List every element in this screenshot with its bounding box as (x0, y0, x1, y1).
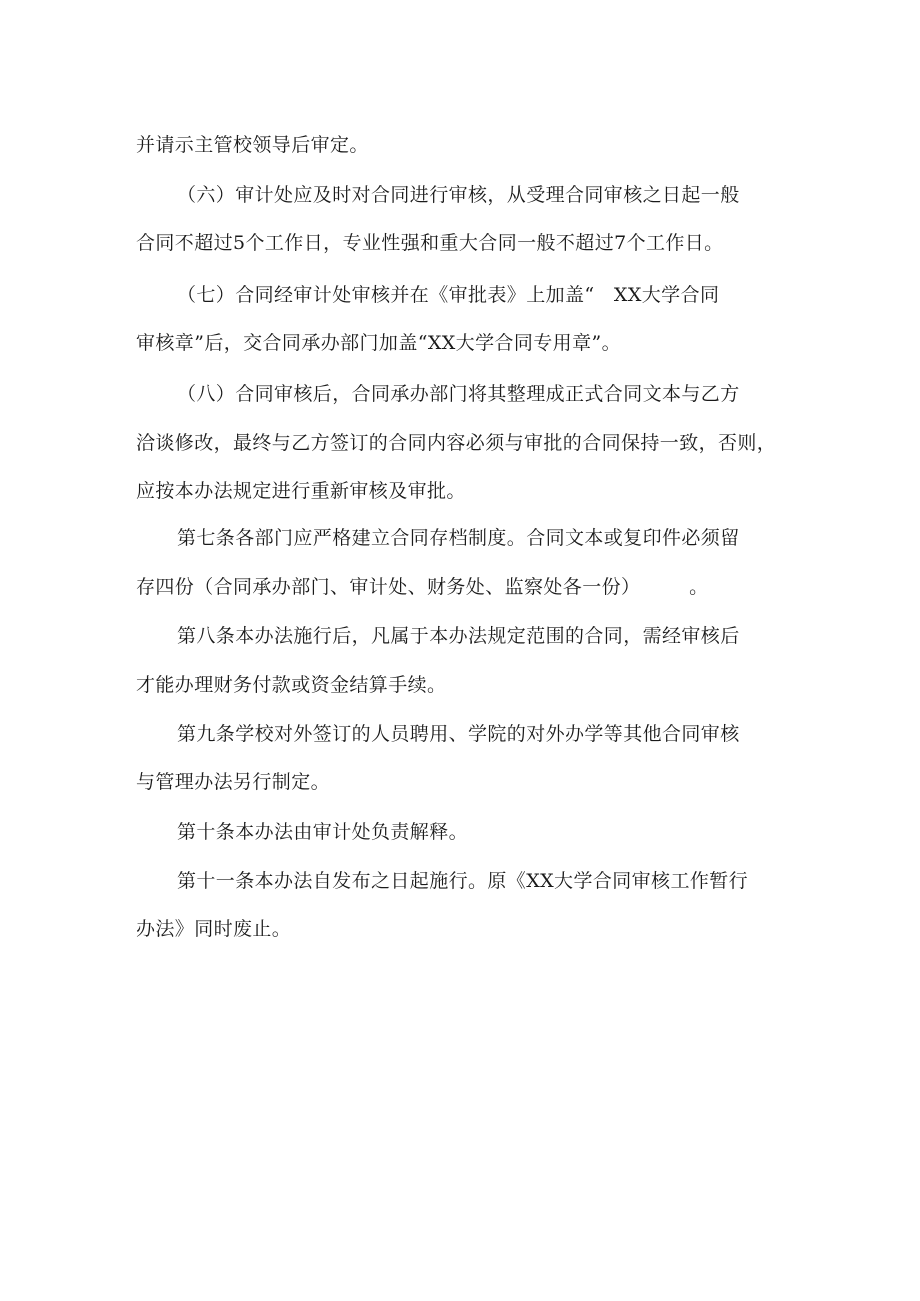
text-line-6: （八）合同审核后，合同承办部门将其整理成正式合同文本与乙方 (177, 383, 740, 405)
text-line-16: 第十一条本办法自发布之日起施行。原《XX大学合同审核工作暂行 (177, 870, 749, 892)
text-line-15: 第十条本办法由审计处负责解释。 (177, 821, 469, 843)
text-line-11: 第八条本办法施行后，凡属于本办法规定范围的合同，需经审核后 (177, 625, 740, 647)
text-line-1: 并请示主管校领导后审定。 (136, 134, 369, 156)
text-line-13: 第九条学校对外签订的人员聘用、学院的对外办学等其他合同审核 (177, 723, 740, 745)
text-line-12: 才能办理财务付款或资金结算手续。 (136, 674, 447, 696)
text-line-7: 洽谈修改，最终与乙方签订的合同内容必须与审批的合同保持一致，否则， (136, 432, 777, 454)
text-line-5: 审核章”后，交合同承办部门加盖“XX大学合同专用章”。 (136, 332, 621, 354)
text-line-14: 与管理办法另行制定。 (136, 771, 331, 793)
text-line-3: 合同不超过5个工作日，专业性强和重大合同一般不超过7个工作日。 (136, 232, 724, 254)
text-line-4: （七）合同经审计处审核并在《审批表》上加盖“ XX大学合同 (177, 284, 720, 306)
text-line-10: 存四份（合同承办部门、审计处、财务处、监察处各一份） 。 (136, 576, 709, 598)
text-line-17: 办法》同时废止。 (136, 918, 292, 940)
text-line-8: 应按本办法规定进行重新审核及审批。 (136, 480, 466, 502)
text-line-2: （六）审计处应及时对合同进行审核，从受理合同审核之日起一般 (177, 184, 740, 206)
text-line-9: 第七条各部门应严格建立合同存档制度。合同文本或复印件必须留 (177, 527, 740, 549)
